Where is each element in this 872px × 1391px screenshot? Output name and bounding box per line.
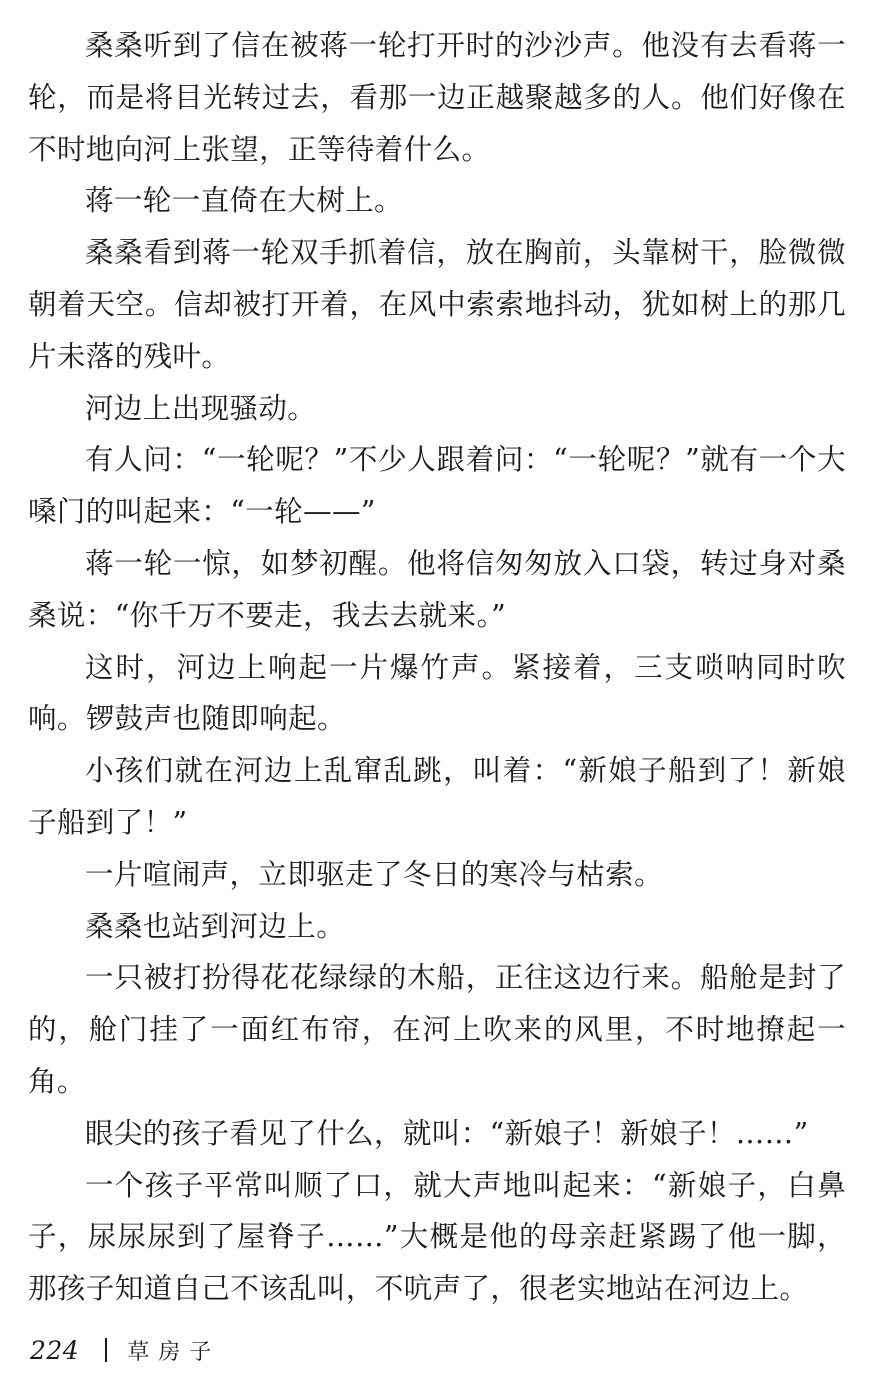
paragraph: 蒋一轮一惊，如梦初醒。他将信匆匆放入口袋，转过身对桑桑说：“你千万不要走，我去去就来。” [28, 546, 846, 632]
footer-divider [105, 1338, 107, 1362]
paragraph: 蒋一轮一直倚在大树上。 [85, 184, 403, 218]
paragraph: 眼尖的孩子看见了什么，就叫：“新娘子！新娘子！……” [85, 1116, 809, 1150]
page-number: 224 [30, 1335, 80, 1365]
paragraph: 一片喧闹声，立即驱走了冬日的寒冷与枯索。 [85, 857, 664, 891]
paragraph: 桑桑看到蒋一轮双手抓着信，放在胸前，头靠树干，脸微微朝着天空。信却被打开着，在风中索索地抖动，犹如树上的那几片未落的残叶。 [28, 236, 846, 373]
paragraph: 一个孩子平常叫顺了口，就大声地叫起来：“新娘子，白鼻子，尿尿尿到了屋脊子……”大概是他的母亲赶紧踢了他一脚，那孩子知道自己不该乱叫，不吭声了，很老实地站在河边上。 [28, 1168, 846, 1306]
paragraph: 这时，河边上响起一片爆竹声。紧接着，三支唢呐同时吹响。锣鼓声也随即响起。 [28, 650, 846, 736]
paragraph: 小孩们就在河边上乱窜乱跳，叫着：“新娘子船到了！新娘子船到了！” [28, 754, 846, 839]
page-footer [30, 1330, 220, 1370]
book-title: 草房子 [127, 1339, 221, 1365]
paragraph: 有人问：“一轮呢？”不少人跟着问：“一轮呢？”就有一个大嗓门的叫起来：“一轮——” [28, 443, 846, 529]
paragraph: 一只被打扮得花花绿绿的木船，正往这边行来。船舱是封了的，舱门挂了一面红布帘，在河上吹来的风里，不时地撩起一角。 [28, 961, 846, 1098]
paragraph: 桑桑听到了信在被蒋一轮打开时的沙沙声。他没有去看蒋一轮，而是将目光转过去，看那一边正越聚越多的人。他们好像在不时地向河上张望，正等待着什么。 [28, 29, 846, 166]
paragraph: 河边上出现骚动。 [85, 391, 317, 425]
page-body [28, 20, 846, 1315]
paragraph: 桑桑也站到河边上。 [85, 909, 346, 943]
